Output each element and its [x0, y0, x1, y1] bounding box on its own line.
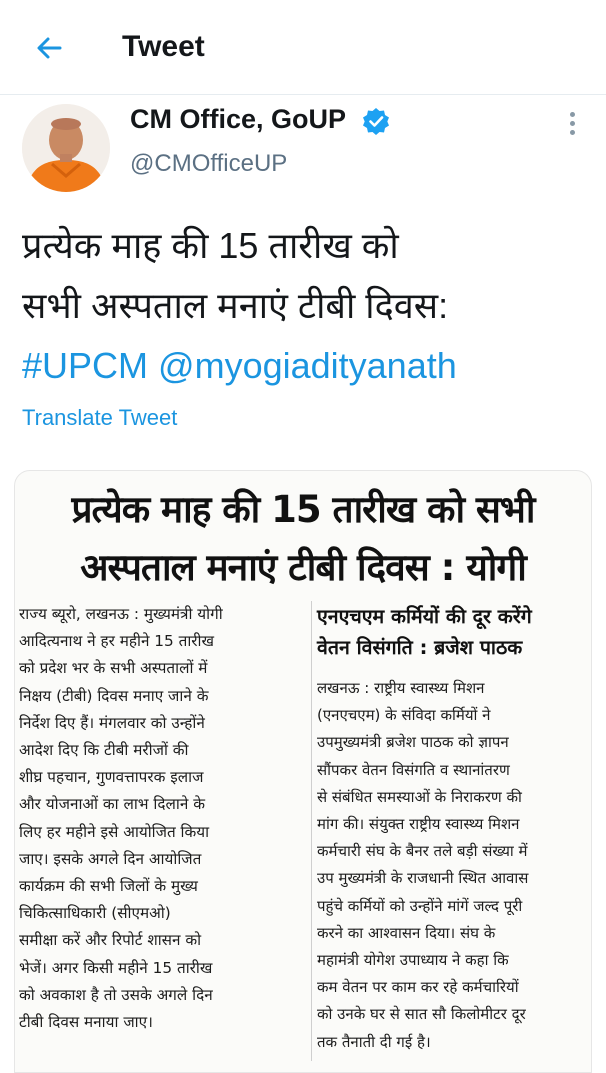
article-line: कार्यक्रम की सभी जिलों के मुख्य — [19, 877, 198, 896]
clipping-left-column — [19, 601, 309, 1036]
article-line: निर्देश दिए हैं। मंगलवार को उन्होंने — [19, 713, 205, 732]
newspaper-clipping-image[interactable] — [14, 470, 592, 1073]
article-line: महामंत्री योगेश उपाध्याय ने कहा कि — [317, 951, 509, 970]
sub-headline — [317, 601, 587, 663]
article-line: शीघ्र पहचान, गुणवत्तापरक इलाज — [19, 768, 204, 787]
article-line: तक तैनाती दी गई है। — [317, 1032, 431, 1051]
arrow-left-icon[interactable] — [30, 28, 70, 68]
page-title: Tweet — [122, 30, 205, 63]
sub-headline-line: वेतन विसंगति : ब्रजेश पाठक — [317, 636, 523, 659]
avatar-portrait-icon — [22, 104, 110, 192]
avatar[interactable] — [22, 104, 110, 192]
article-line: राज्य ब्यूरो, लखनऊ : मुख्यमंत्री योगी — [19, 605, 223, 623]
sub-headline-line: एनएचएम कर्मियों की दूर करेंगे — [317, 605, 532, 628]
verified-badge-icon — [362, 107, 390, 135]
author-name[interactable]: CM Office, GoUP — [130, 104, 347, 134]
article-line: लिए हर महीने इसे आयोजित किया — [19, 822, 210, 841]
clipping-headline-line: प्रत्येक माह की 15 तारीख को सभी — [71, 488, 535, 531]
article-line: मांग की। संयुक्त राष्ट्रीय स्वास्थ्य मिशन — [317, 815, 520, 834]
tweet-text — [22, 216, 592, 396]
article-line: भेजें। अगर किसी महीने 15 तारीख — [19, 958, 213, 977]
more-vertical-icon[interactable] — [560, 108, 584, 138]
article-line: आदेश दिए कि टीबी मरीजों की — [19, 741, 189, 760]
column-divider — [311, 601, 312, 1061]
article-line: को उनके घर से सात सौ किलोमीटर दूर — [317, 1005, 526, 1024]
article-line: (एनएचएम) के संविदा कर्मियों ने — [317, 706, 491, 725]
tweet-text-line: प्रत्येक माह की 15 तारीख को — [22, 225, 399, 266]
article-line: को प्रदेश भर के सभी अस्पतालों में — [19, 659, 208, 678]
article-line: टीबी दिवस मनाया जाए। — [19, 1013, 153, 1032]
article-line: समीक्षा करें और रिपोर्ट शासन को — [19, 931, 202, 950]
article-line: करने का आश्वासन दिया। संघ के — [317, 923, 496, 942]
translate-tweet-link[interactable]: Translate Tweet — [22, 405, 178, 430]
author-handle[interactable]: @CMOfficeUP — [130, 150, 288, 177]
clipping-headline-line: अस्पताल मनाएं टीबी दिवस : योगी — [80, 546, 526, 589]
article-line: से संबंधित समस्याओं के निराकरण की — [317, 787, 522, 806]
clipping-headline — [15, 481, 591, 597]
clipping-right-column — [317, 601, 587, 1056]
article-line: कम वेतन पर काम कर रहे कर्मचारियों — [317, 978, 519, 997]
article-line: को अवकाश है तो उसके अगले दिन — [19, 985, 213, 1004]
article-line: जाए। इसके अगले दिन आयोजित — [19, 849, 202, 868]
article-line: लखनऊ : राष्ट्रीय स्वास्थ्य मिशन — [317, 679, 485, 697]
article-line: उपमुख्यमंत्री ब्रजेश पाठक को ज्ञापन — [317, 733, 509, 752]
article-line: कर्मचारी संघ के बैनर तले बड़ी संख्या में — [317, 842, 528, 861]
top-bar — [0, 0, 606, 95]
article-line: चिकित्साधिकारी (सीएमओ) — [19, 904, 171, 923]
article-line: आदित्यनाथ ने हर महीने 15 तारीख — [19, 632, 215, 651]
article-line: पहुंचे कर्मियों को उन्होंने मांगें जल्द पूरी — [317, 896, 523, 915]
mention-link[interactable]: @myogiadityanath — [158, 345, 457, 386]
sub-article-body — [317, 675, 587, 1056]
tweet-text-line: सभी अस्पताल मनाएं टीबी दिवस: — [22, 285, 449, 326]
article-line: उप मुख्यमंत्री के राजधानी स्थित आवास — [317, 869, 529, 888]
article-line: सौंपकर वेतन विसंगति व स्थानांतरण — [317, 760, 510, 779]
article-line: और योजनाओं का लाभ दिलाने के — [19, 795, 205, 814]
article-line: निक्षय (टीबी) दिवस मनाए जाने के — [19, 686, 209, 705]
hashtag-link[interactable]: #UPCM — [22, 345, 149, 386]
